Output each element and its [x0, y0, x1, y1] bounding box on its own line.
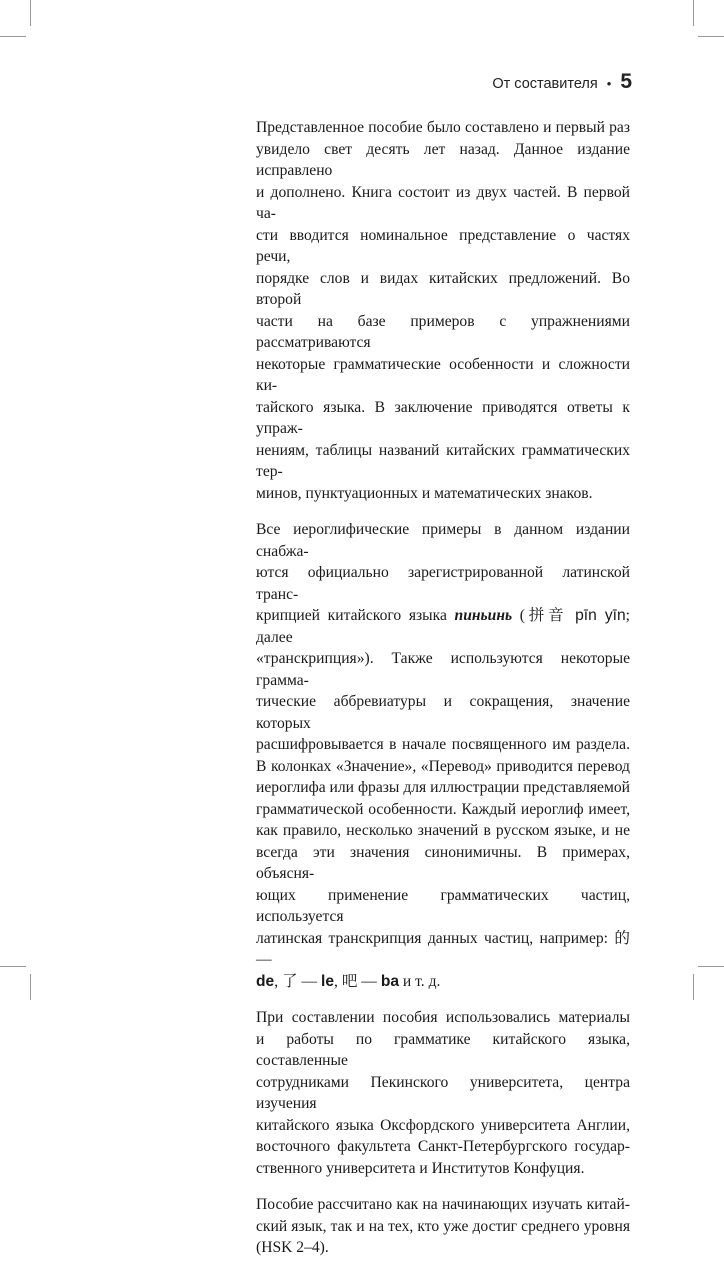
crop-mark-top-right-h: [698, 36, 724, 37]
pinyin-transcription: pīn yīn: [575, 607, 626, 624]
crop-mark-top-right: [693, 0, 694, 26]
text-line: как правило, несколько значений в русском языке, и не: [256, 822, 630, 839]
text-line: порядке слов и видах китайских предложений. Во второй: [256, 269, 630, 308]
text-line: увидело свет десять лет назад. Данное издание исправлено: [256, 140, 630, 179]
crop-mark-top-left: [30, 0, 31, 26]
text-line: Представленное пособие было составлено и первый раз: [256, 119, 630, 136]
text-line: ющих применение грамматических частиц, используется: [256, 886, 630, 925]
text-line: части на базе примеров с упражнениями рассматриваются: [256, 312, 630, 351]
particle-le: le: [321, 972, 335, 990]
text-line: восточного факультета Санкт-Петербургского государ-: [256, 1138, 630, 1155]
text-line: ственного университета и Институтов Конфуция.: [256, 1159, 585, 1177]
text-line: «транскрипция»). Также используются некоторые грамма-: [256, 650, 630, 689]
body-text: [256, 117, 630, 1274]
crop-mark-top-left-h: [0, 36, 26, 37]
paragraph-3: [256, 1007, 630, 1179]
text-line-with-pinyin: [256, 605, 630, 648]
text-line: сотрудниками Пекинского университета, центра изучения: [256, 1073, 630, 1112]
text-line: иероглифа или фразы для иллюстрации представляемой: [256, 779, 630, 796]
text-line: китайского языка Оксфордского университета Англии,: [256, 1116, 630, 1134]
text-fragment: и т. д.: [399, 972, 441, 990]
text-line: (HSK 2–4).: [256, 1239, 329, 1256]
crop-mark-bottom-left-h: [0, 966, 26, 967]
particle-ba: ba: [380, 972, 400, 990]
text-line: латинская транскрипция данных частиц, например: 的 —: [256, 929, 630, 968]
text-line: и работы по грамматике китайского языка, составленные: [256, 1030, 630, 1069]
text-line: расшифровывается в начале посвященного им раздела.: [256, 736, 630, 753]
crop-mark-bottom-right-h: [698, 966, 724, 967]
page-number: 5: [620, 70, 632, 93]
text-line: ются официально зарегистрированной латинской транс-: [256, 564, 630, 603]
text-fragment: , 了 —: [274, 972, 321, 990]
text-line: Все иероглифические примеры в данном издании снабжа-: [256, 521, 630, 560]
text-fragment: ; далее: [256, 607, 630, 646]
text-line: При составлении пособия использовались материалы: [256, 1009, 630, 1026]
text-fragment: (拼音: [512, 607, 576, 624]
crop-mark-bottom-right: [693, 974, 694, 1000]
text-fragment: , 吧 —: [334, 972, 381, 990]
text-line-particles: [256, 971, 630, 993]
text-line: тические аббревиатуры и сокращения, значение которых: [256, 693, 630, 732]
text-line: некоторые грамматические особенности и сложности ки-: [256, 355, 630, 394]
paragraph-4: [256, 1194, 630, 1259]
text-line: тайского языка. В заключение приводятся ответы к упраж-: [256, 398, 630, 437]
text-line: сти вводится номинальное представление о частях речи,: [256, 226, 630, 265]
running-head: [492, 70, 632, 94]
text-line: Пособие рассчитано как на начинающих изучать китай-: [256, 1196, 630, 1213]
text-line: грамматической особенности. Каждый иероглиф имеет,: [256, 800, 630, 818]
paragraph-2: [256, 519, 630, 992]
particle-de: de: [256, 972, 275, 990]
bullet-separator: •: [606, 76, 612, 91]
text-line: нениям, таблицы названий китайских грамматических тер-: [256, 441, 630, 480]
text-line: всегда эти значения синонимичны. В примерах, объясня-: [256, 843, 630, 882]
pinyin-term: пиньинь: [454, 607, 513, 624]
text-fragment: крипцией китайского языка: [256, 607, 455, 624]
text-line: и дополнено. Книга состоит из двух частей. В первой ча-: [256, 183, 630, 222]
text-line: ский язык, так и на тех, кто уже достиг среднего уровня: [256, 1217, 630, 1235]
section-title: От составителя: [492, 76, 598, 92]
crop-mark-bottom-left: [30, 974, 31, 1000]
text-line: минов, пунктуационных и математических знаков.: [256, 484, 593, 502]
text-line: В колонках «Значение», «Перевод» приводится перевод: [256, 757, 630, 775]
paragraph-1: [256, 117, 630, 504]
